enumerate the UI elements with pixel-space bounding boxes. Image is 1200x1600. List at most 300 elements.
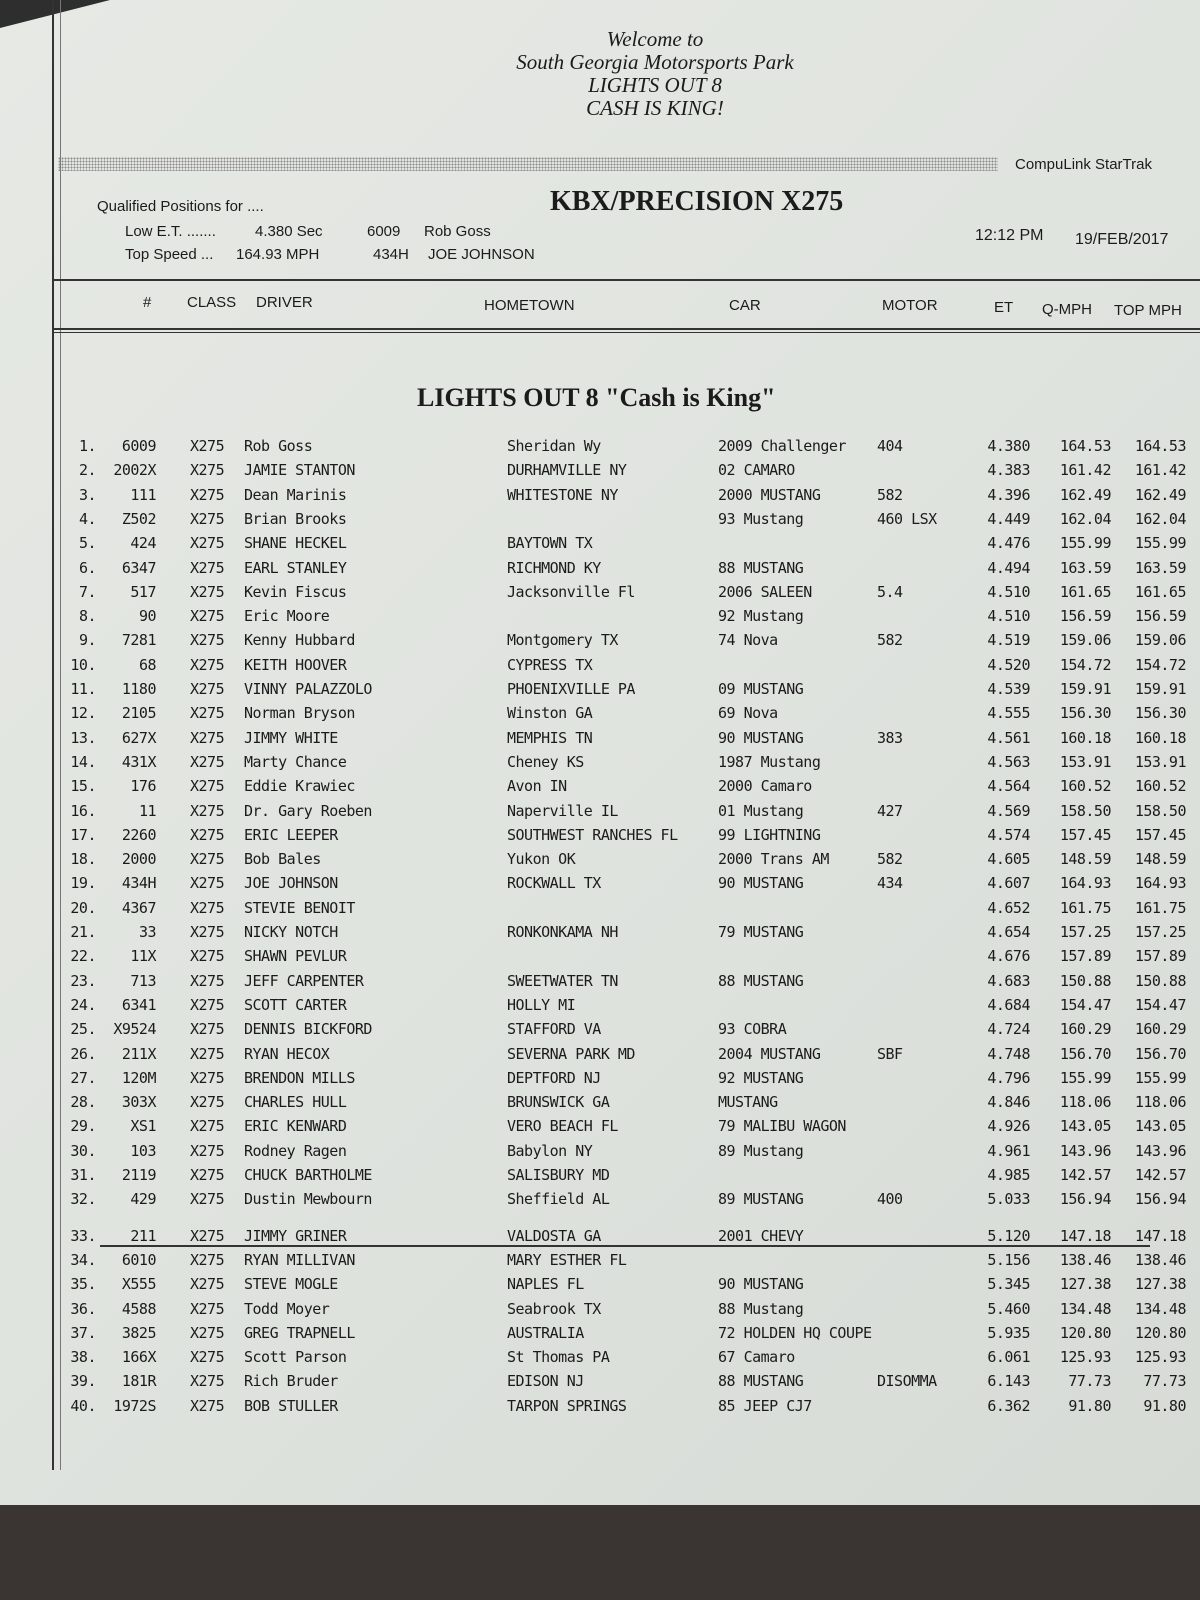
cell-et: 4.683: [987, 971, 1030, 990]
cell-driver: NICKY NOTCH: [244, 923, 338, 941]
table-row: [0, 510, 1200, 534]
cell-hometown: SOUTHWEST RANCHES FL: [507, 825, 678, 844]
cell-position: 24.: [70, 995, 96, 1014]
cell-driver: EARL STANLEY: [244, 558, 347, 577]
cell-hometown: DEPTFORD NJ: [507, 1068, 601, 1087]
cell-driver: SHAWN PEVLUR: [244, 947, 347, 966]
cell-q-mph: 120.80: [1059, 1323, 1111, 1342]
table-row: [0, 802, 1200, 826]
table-row: [0, 729, 1200, 753]
cell-hometown: Cheney KS: [507, 752, 584, 771]
top-speed-driver: JOE JOHNSON: [428, 246, 535, 263]
cell-q-mph: 118.06: [1059, 1093, 1111, 1112]
cell-driver: Dustin Mewbourn: [244, 1190, 372, 1209]
cell-hometown: Seabrook TX: [507, 1299, 601, 1318]
cell-et: 4.539: [987, 680, 1030, 698]
table-row: [0, 1372, 1200, 1396]
cell-driver: SHANE HECKEL: [244, 534, 347, 553]
cell-car-number: 6347: [121, 558, 156, 577]
page-corner-shadow: [0, 0, 110, 28]
table-row: [0, 534, 1200, 558]
cell-class: X275: [190, 728, 225, 747]
cell-hometown: RICHMOND KY: [507, 558, 601, 577]
cell-car-number: 713: [130, 971, 156, 990]
cell-car-number: Z502: [121, 509, 156, 528]
cell-q-mph: 155.99: [1059, 1068, 1111, 1087]
cell-top-mph: 153.91: [1134, 752, 1186, 771]
cell-hometown: Montgomery TX: [507, 631, 618, 650]
cell-car: 99 LIGHTNING: [718, 825, 821, 844]
table-row: [0, 972, 1200, 996]
cell-et: 4.449: [987, 509, 1030, 528]
cell-class: X275: [190, 1093, 225, 1112]
cell-driver: CHARLES HULL: [244, 1093, 347, 1112]
cell-position: 18.: [70, 850, 96, 869]
cell-motor: 5.4: [877, 582, 903, 601]
table-row: [0, 1093, 1200, 1117]
cell-car: 79 MUSTANG: [718, 923, 804, 941]
cell-car: 89 Mustang: [718, 1141, 804, 1160]
cell-hometown: VALDOSTA GA: [507, 1226, 601, 1245]
cell-class: X275: [190, 1141, 225, 1160]
cell-car: 01 Mustang: [718, 801, 804, 820]
cell-car-number: 6010: [121, 1250, 156, 1269]
cell-et: 4.396: [987, 485, 1030, 504]
table-row: [0, 923, 1200, 947]
cell-q-mph: 143.96: [1059, 1141, 1111, 1160]
table-row: [0, 486, 1200, 510]
cell-car-number: 424: [130, 534, 156, 553]
cell-class: X275: [190, 1190, 225, 1209]
cell-car-number: 2000: [121, 850, 156, 869]
cell-car-number: 111: [130, 485, 156, 504]
cell-car: 93 Mustang: [718, 509, 804, 528]
cell-et: 4.494: [987, 558, 1030, 577]
cell-driver: Bob Bales: [244, 850, 321, 869]
system-label: CompuLink StarTrak: [1015, 156, 1152, 173]
cell-top-mph: 157.25: [1134, 923, 1186, 941]
cell-position: 15.: [70, 777, 96, 796]
cell-car-number: 211X: [121, 1044, 156, 1063]
cell-car-number: 517: [130, 582, 156, 601]
cell-et: 4.654: [987, 923, 1030, 941]
cell-top-mph: 156.30: [1134, 704, 1186, 723]
race-title: LIGHTS OUT 8 "Cash is King": [417, 383, 776, 412]
cell-position: 40.: [70, 1396, 96, 1415]
cell-q-mph: 156.94: [1059, 1190, 1111, 1209]
cell-position: 39.: [70, 1372, 96, 1391]
dotted-band: [58, 157, 998, 171]
cell-hometown: Sheffield AL: [507, 1190, 610, 1209]
cell-top-mph: 159.91: [1134, 680, 1186, 698]
cell-q-mph: 143.05: [1059, 1117, 1111, 1136]
col-number: #: [143, 294, 152, 311]
cell-class: X275: [190, 947, 225, 966]
cell-q-mph: 155.99: [1059, 534, 1111, 553]
cell-class: X275: [190, 874, 225, 893]
table-row: [0, 1117, 1200, 1141]
cell-position: 7.: [78, 582, 96, 601]
cell-et: 4.748: [987, 1044, 1030, 1063]
cell-car: 2009 Challenger: [718, 437, 846, 455]
cell-motor: DISOMMA: [877, 1372, 937, 1391]
cell-car: 85 JEEP CJ7: [718, 1396, 812, 1415]
cell-motor: 434: [877, 874, 903, 893]
cell-top-mph: 155.99: [1134, 534, 1186, 553]
cell-class: X275: [190, 437, 225, 455]
cell-car: 90 MUSTANG: [718, 874, 804, 893]
cell-et: 4.684: [987, 995, 1030, 1014]
cell-hometown: Babylon NY: [507, 1141, 593, 1160]
cell-top-mph: 143.96: [1134, 1141, 1186, 1160]
cell-car: 90 MUSTANG: [718, 1275, 804, 1294]
cell-q-mph: 160.18: [1059, 728, 1111, 747]
cell-car-number: 2119: [121, 1166, 156, 1184]
table-row: [0, 461, 1200, 485]
table-row: [0, 1300, 1200, 1324]
cell-car: 72 HOLDEN HQ COUPE: [718, 1323, 872, 1342]
cell-car: 67 Camaro: [718, 1348, 795, 1367]
cell-top-mph: 158.50: [1134, 801, 1186, 820]
cell-motor: 404: [877, 437, 903, 455]
cell-motor: 460 LSX: [877, 509, 937, 528]
cell-car: 2001 CHEVY: [718, 1226, 804, 1245]
cell-driver: Kevin Fiscus: [244, 582, 347, 601]
cell-hometown: St Thomas PA: [507, 1348, 610, 1367]
cell-car-number: 68: [138, 655, 156, 674]
top-speed-number: 434H: [373, 246, 409, 263]
welcome-block: [0, 28, 1200, 120]
cell-top-mph: 150.88: [1134, 971, 1186, 990]
cell-car: 90 MUSTANG: [718, 728, 804, 747]
cell-class: X275: [190, 1348, 225, 1367]
table-row: [0, 826, 1200, 850]
cell-car: 2006 SALEEN: [718, 582, 812, 601]
cell-driver: BRENDON MILLS: [244, 1068, 355, 1087]
cell-et: 4.555: [987, 704, 1030, 723]
cell-position: 27.: [70, 1068, 96, 1087]
cell-car-number: 303X: [121, 1093, 156, 1112]
cell-class: X275: [190, 777, 225, 796]
cell-car-number: 176: [130, 777, 156, 796]
cell-et: 4.476: [987, 534, 1030, 553]
cell-hometown: ROCKWALL TX: [507, 874, 601, 893]
cell-car: 69 Nova: [718, 704, 778, 723]
cell-position: 36.: [70, 1299, 96, 1318]
cell-top-mph: 156.94: [1134, 1190, 1186, 1209]
cell-driver: JIMMY WHITE: [244, 728, 338, 747]
cell-hometown: STAFFORD VA: [507, 1020, 601, 1039]
table-row: [0, 899, 1200, 923]
table-row: [0, 1190, 1200, 1214]
cell-class: X275: [190, 509, 225, 528]
cell-position: 33.: [70, 1226, 96, 1245]
cell-class: X275: [190, 607, 225, 626]
cell-class: X275: [190, 1044, 225, 1063]
qualified-heading: Qualified Positions for ....: [97, 198, 264, 215]
track-name: South Georgia Motorsports Park: [516, 50, 794, 74]
cell-hometown: Naperville IL: [507, 801, 618, 820]
cell-top-mph: 160.29: [1134, 1020, 1186, 1039]
cell-hometown: Avon IN: [507, 777, 567, 796]
cell-q-mph: 127.38: [1059, 1275, 1111, 1294]
cell-hometown: Winston GA: [507, 704, 593, 723]
col-qmph: Q-MPH: [1042, 301, 1092, 318]
cell-driver: Brian Brooks: [244, 509, 347, 528]
cell-top-mph: 148.59: [1134, 850, 1186, 869]
cell-car: 89 MUSTANG: [718, 1190, 804, 1209]
table-row: [0, 753, 1200, 777]
cell-position: 1.: [78, 437, 96, 455]
low-et-label: Low E.T. .......: [125, 223, 216, 240]
cell-q-mph: 157.25: [1059, 923, 1111, 941]
cell-car: 2000 MUSTANG: [718, 485, 821, 504]
cell-car: 09 MUSTANG: [718, 680, 804, 698]
cell-top-mph: 161.42: [1134, 461, 1186, 480]
cell-driver: Eddie Krawiec: [244, 777, 355, 796]
cell-position: 38.: [70, 1348, 96, 1367]
cell-position: 21.: [70, 923, 96, 941]
table-row: [0, 1251, 1200, 1275]
cell-driver: RYAN HECOX: [244, 1044, 330, 1063]
cell-q-mph: 154.47: [1059, 995, 1111, 1014]
cell-class: X275: [190, 1275, 225, 1294]
cell-position: 19.: [70, 874, 96, 893]
cell-car: 2004 MUSTANG: [718, 1044, 821, 1063]
cell-driver: Rob Goss: [244, 437, 313, 455]
cell-driver: JOE JOHNSON: [244, 874, 338, 893]
cell-class: X275: [190, 1020, 225, 1039]
header-rule-bottom: [52, 328, 1200, 330]
cell-car-number: 7281: [121, 631, 156, 650]
cell-class: X275: [190, 971, 225, 990]
cell-top-mph: 163.59: [1134, 558, 1186, 577]
cell-q-mph: 159.06: [1059, 631, 1111, 650]
cell-position: 4.: [78, 509, 96, 528]
cell-hometown: MEMPHIS TN: [507, 728, 593, 747]
table-row: [0, 777, 1200, 801]
cell-driver: Rodney Ragen: [244, 1141, 347, 1160]
cell-position: 8.: [78, 607, 96, 626]
cell-class: X275: [190, 1226, 225, 1245]
cell-driver: Marty Chance: [244, 752, 347, 771]
event-tagline: CASH IS KING!: [586, 96, 724, 120]
cell-car-number: 2260: [121, 825, 156, 844]
cell-top-mph: 161.65: [1134, 582, 1186, 601]
cell-hometown: NAPLES FL: [507, 1275, 584, 1294]
cell-top-mph: 118.06: [1134, 1093, 1186, 1112]
cell-driver: STEVE MOGLE: [244, 1275, 338, 1294]
cell-q-mph: 153.91: [1059, 752, 1111, 771]
cell-et: 4.569: [987, 801, 1030, 820]
print-date: 19/FEB/2017: [1075, 231, 1169, 248]
table-row: [0, 1166, 1200, 1190]
cell-et: 4.796: [987, 1068, 1030, 1087]
cell-hometown: TARPON SPRINGS: [507, 1396, 627, 1415]
cell-q-mph: 160.29: [1059, 1020, 1111, 1039]
low-et-driver: Rob Goss: [424, 223, 491, 240]
table-row: [0, 850, 1200, 874]
cell-motor: 383: [877, 728, 903, 747]
print-time: 12:12 PM: [975, 227, 1044, 244]
table-row: [0, 607, 1200, 631]
cell-class: X275: [190, 825, 225, 844]
cell-top-mph: 143.05: [1134, 1117, 1186, 1136]
cell-q-mph: 147.18: [1059, 1226, 1111, 1245]
cell-class: X275: [190, 1372, 225, 1391]
cell-motor: 582: [877, 485, 903, 504]
cell-position: 16.: [70, 801, 96, 820]
cell-q-mph: 138.46: [1059, 1250, 1111, 1269]
cell-et: 4.605: [987, 850, 1030, 869]
cell-car-number: 11X: [130, 947, 156, 966]
cell-car-number: 33: [138, 923, 156, 941]
cell-car-number: 6009: [121, 437, 156, 455]
cell-et: 4.383: [987, 461, 1030, 480]
cell-et: 4.676: [987, 947, 1030, 966]
cell-q-mph: 161.75: [1059, 898, 1111, 917]
cell-driver: ERIC LEEPER: [244, 825, 338, 844]
low-et-value: 4.380 Sec: [255, 223, 323, 240]
cell-driver: JIMMY GRINER: [244, 1226, 347, 1245]
cell-driver: RYAN MILLIVAN: [244, 1250, 355, 1269]
cell-car-number: 4367: [121, 898, 156, 917]
cell-hometown: VERO BEACH FL: [507, 1117, 618, 1136]
cell-q-mph: 157.89: [1059, 947, 1111, 966]
cell-q-mph: 148.59: [1059, 850, 1111, 869]
cell-class: X275: [190, 801, 225, 820]
cell-q-mph: 91.80: [1068, 1396, 1111, 1415]
cell-class: X275: [190, 1166, 225, 1184]
cell-top-mph: 138.46: [1134, 1250, 1186, 1269]
cell-driver: VINNY PALAZZOLO: [244, 680, 372, 698]
cell-car-number: 2105: [121, 704, 156, 723]
cell-et: 5.156: [987, 1250, 1030, 1269]
cell-hometown: SEVERNA PARK MD: [507, 1044, 635, 1063]
cell-car: 79 MALIBU WAGON: [718, 1117, 846, 1136]
table-row: [0, 1142, 1200, 1166]
cell-q-mph: 156.30: [1059, 704, 1111, 723]
cell-et: 5.460: [987, 1299, 1030, 1318]
cell-q-mph: 158.50: [1059, 801, 1111, 820]
cell-et: 4.520: [987, 655, 1030, 674]
cell-driver: Eric Moore: [244, 607, 330, 626]
cell-et: 6.143: [987, 1372, 1030, 1391]
cell-car: MUSTANG: [718, 1093, 778, 1112]
cell-class: X275: [190, 655, 225, 674]
cell-car-number: 1180: [121, 680, 156, 698]
cell-motor: 582: [877, 631, 903, 650]
col-top-mph: TOP MPH: [1114, 302, 1182, 319]
cell-class: X275: [190, 558, 225, 577]
cell-position: 35.: [70, 1275, 96, 1294]
cell-hometown: AUSTRALIA: [507, 1323, 584, 1342]
header-rule-bottom-2: [52, 332, 1200, 333]
cell-et: 4.510: [987, 582, 1030, 601]
cell-q-mph: 164.93: [1059, 874, 1111, 893]
cell-car: 1987 Mustang: [718, 752, 821, 771]
cell-driver: SCOTT CARTER: [244, 995, 347, 1014]
table-row: [0, 1397, 1200, 1421]
cell-car-number: XS1: [130, 1117, 156, 1136]
qualifying-cutoff-line: [100, 1245, 1150, 1247]
cell-class: X275: [190, 461, 225, 480]
cell-q-mph: 142.57: [1059, 1166, 1111, 1184]
cell-hometown: Jacksonville Fl: [507, 582, 635, 601]
cell-position: 12.: [70, 704, 96, 723]
cell-q-mph: 154.72: [1059, 655, 1111, 674]
top-speed-label: Top Speed ...: [125, 246, 214, 263]
col-hometown: HOMETOWN: [484, 297, 575, 314]
cell-car-number: 166X: [121, 1348, 156, 1367]
cell-position: 20.: [70, 898, 96, 917]
cell-q-mph: 125.93: [1059, 1348, 1111, 1367]
cell-position: 10.: [70, 655, 96, 674]
cell-position: 13.: [70, 728, 96, 747]
cell-q-mph: 160.52: [1059, 777, 1111, 796]
cell-position: 5.: [78, 534, 96, 553]
event-name: LIGHTS OUT 8: [588, 73, 722, 97]
cell-position: 23.: [70, 971, 96, 990]
cell-car: 74 Nova: [718, 631, 778, 650]
table-row: [0, 947, 1200, 971]
cell-position: 14.: [70, 752, 96, 771]
cell-hometown: MARY ESTHER FL: [507, 1250, 627, 1269]
cell-top-mph: 154.72: [1134, 655, 1186, 674]
cell-et: 4.574: [987, 825, 1030, 844]
cell-et: 5.120: [987, 1226, 1030, 1245]
cell-class: X275: [190, 1323, 225, 1342]
cell-q-mph: 156.59: [1059, 607, 1111, 626]
col-motor: MOTOR: [882, 297, 938, 314]
cell-car: 88 MUSTANG: [718, 1372, 804, 1391]
cell-et: 6.061: [987, 1348, 1030, 1367]
cell-motor: 427: [877, 801, 903, 820]
col-et: ET: [994, 299, 1014, 316]
cell-q-mph: 162.04: [1059, 509, 1111, 528]
cell-class: X275: [190, 1250, 225, 1269]
cell-top-mph: 154.47: [1134, 995, 1186, 1014]
cell-class: X275: [190, 1117, 225, 1136]
col-driver: DRIVER: [256, 294, 313, 311]
cell-et: 5.033: [987, 1190, 1030, 1209]
cell-class: X275: [190, 631, 225, 650]
cell-q-mph: 161.65: [1059, 582, 1111, 601]
cell-position: 11.: [70, 680, 96, 698]
cell-car-number: 627X: [121, 728, 156, 747]
cell-top-mph: 164.53: [1134, 437, 1186, 455]
table-row: [0, 1348, 1200, 1372]
cell-class: X275: [190, 923, 225, 941]
cell-car-number: 211: [130, 1226, 156, 1245]
cell-driver: JEFF CARPENTER: [244, 971, 364, 990]
cell-car-number: 11: [138, 801, 156, 820]
low-et-number: 6009: [367, 223, 401, 240]
cell-car: 88 MUSTANG: [718, 558, 804, 577]
cell-q-mph: 150.88: [1059, 971, 1111, 990]
cell-car: 93 COBRA: [718, 1020, 787, 1039]
cell-position: 34.: [70, 1250, 96, 1269]
cell-hometown: BRUNSWICK GA: [507, 1093, 610, 1112]
cell-top-mph: 147.18: [1134, 1226, 1186, 1245]
cell-car-number: 90: [138, 607, 156, 626]
cell-motor: SBF: [877, 1044, 903, 1063]
cell-hometown: BAYTOWN TX: [507, 534, 593, 553]
cell-motor: 582: [877, 850, 903, 869]
cell-car-number: 4588: [121, 1299, 156, 1318]
table-row: [0, 1275, 1200, 1299]
cell-position: 25.: [70, 1020, 96, 1039]
